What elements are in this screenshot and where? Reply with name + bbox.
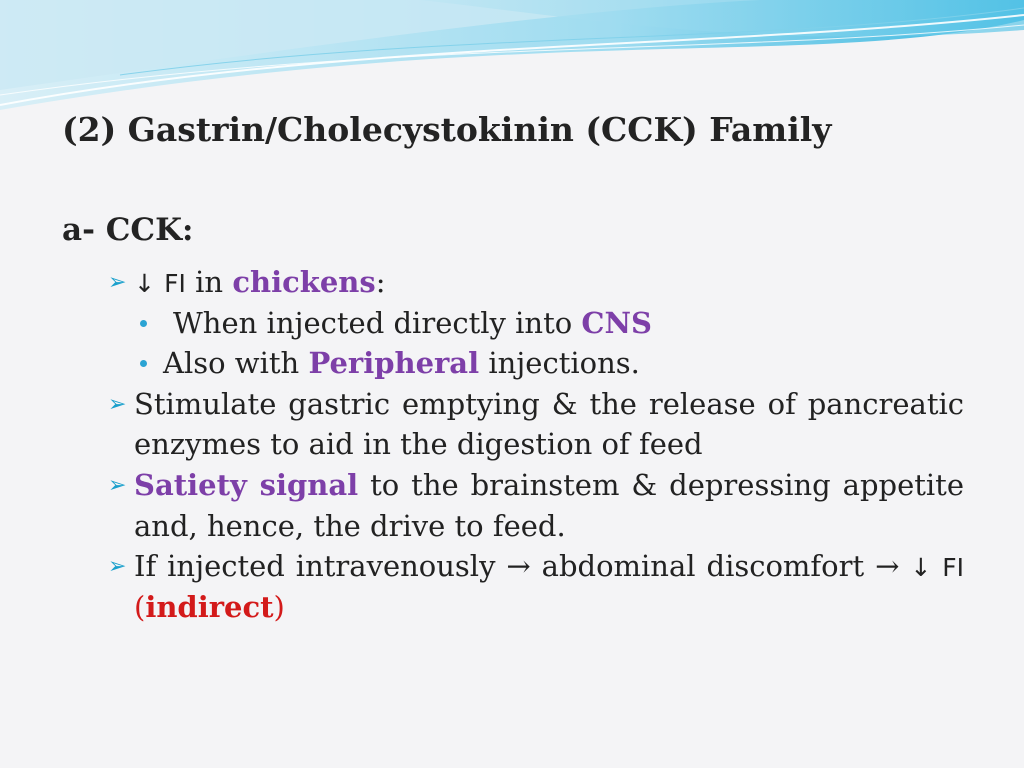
bullet-text (134, 546, 964, 627)
text: Also with (163, 346, 309, 381)
list-item (108, 384, 964, 465)
dot-bullet-icon (140, 360, 147, 367)
sub-list-item (140, 343, 964, 384)
chickens-highlight: chickens (232, 265, 376, 299)
sub-bullet-text (173, 303, 652, 344)
list-item (108, 465, 964, 546)
paren: ( (134, 589, 146, 624)
arrowhead-bullet-icon: ➢ (108, 270, 127, 295)
cns-highlight: CNS (581, 305, 652, 340)
arrowhead-bullet-icon: ➢ (108, 391, 127, 417)
bullet-text (134, 465, 964, 546)
bullet-text: Stimulate gastric emptying & the release of pancreatic enzymes to aid in the digestion of feed (134, 386, 964, 462)
arrowhead-bullet-icon: ➢ (108, 472, 127, 498)
text: When injected directly into (173, 305, 582, 340)
bullet-text (134, 262, 385, 303)
section-heading: a- CCK: (62, 212, 194, 248)
text: : (375, 265, 386, 299)
satiety-signal-highlight: Satiety signal (134, 467, 359, 502)
list-item (108, 546, 964, 627)
down-arrow-icon: ↓ (910, 553, 932, 583)
dot-bullet-icon (140, 320, 147, 327)
bullet-list (108, 262, 964, 627)
indirect-highlight: indirect (145, 589, 274, 624)
peripheral-highlight: Peripheral (308, 346, 480, 381)
sub-bullet-text (163, 343, 640, 384)
fi-abbrev: FI (942, 553, 964, 583)
text: in (185, 265, 233, 299)
arrowhead-bullet-icon: ➢ (108, 554, 127, 580)
list-item (108, 262, 964, 303)
text: to the brainstem & depressing appetite and, hence, the drive to feed. (134, 467, 964, 543)
down-arrow-icon: ↓ (134, 269, 155, 298)
paren: ) (273, 589, 285, 624)
header-wave-decoration (0, 0, 1024, 125)
fi-abbrev: FI (164, 269, 186, 298)
text: injections. (479, 346, 640, 381)
sub-list-item (140, 303, 964, 344)
text: If injected intravenously → abdominal discomfort → (134, 549, 911, 584)
slide-title: (2) Gastrin/Cholecystokinin (CCK) Family (62, 110, 832, 149)
